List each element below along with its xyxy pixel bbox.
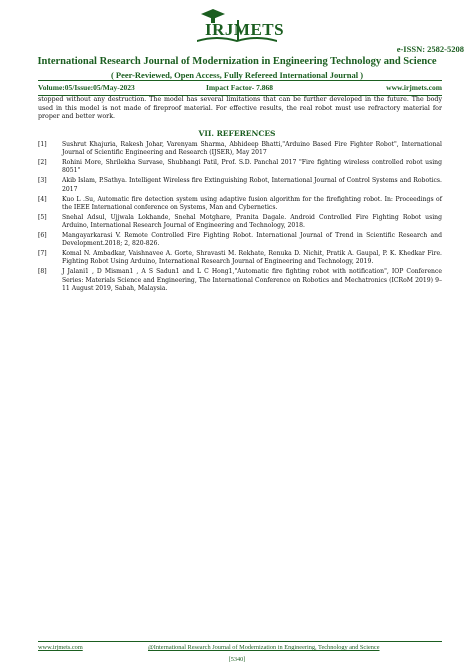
reference-text: Komal N. Ambadkar, Vaishnavee A. Gorte, Shravasti M. Rekhate, Renuka D. Nichit, Pratik A. Gaupal, P. K. Khedkar Fire. Fighting Robot Using Arduino, International Research Journal of Engineering and Technology, 2019. [62, 250, 442, 266]
reference-number: [1] [38, 141, 47, 148]
reference-text: Sushrut Khajuria, Rakesh Johar, Varenyam Sharma, Abhideep Bhatti,"Arduino Based Fire Fighter Robot", International Journal of Scientific Engineering and Research (IJSER), May 2017 [62, 141, 442, 157]
reference-number: [3] [38, 177, 47, 185]
issue-meta-bar [38, 80, 442, 96]
reference-item [38, 159, 442, 176]
reference-number: [2] [38, 159, 47, 167]
references-heading: VII. REFERENCES [198, 129, 276, 138]
journal-logo [187, 6, 287, 46]
reference-text: Snehal Adsul, Ujjwala Lokhande, Snehal Motghare, Pranita Dagale. Android Controlled Fire Fighting Robot using Arduino, International Research Journal of Engineering and Technology, 2018. [62, 213, 442, 230]
journal-title: International Research Journal of Modernization in Engineering Technology and Science [37, 56, 437, 67]
eissn-label: e-ISSN: 2582-5208 [396, 44, 464, 54]
reference-text: Akib Islam, P.Sathya. Intelligent Wireless fire Extinguishing Robot, International Journal of Control Systems and Robotics. 2017 [62, 177, 442, 193]
footer-copyright: @International Research Journal of Modernization in Engineering, Technology and Science [148, 644, 380, 651]
reference-text: Rohini More, Shrilekha Survase, Shubhangi Patil, Prof. S.D. Panchal 2017 "Fire fighting wireless controlled robot using 8051" [62, 159, 442, 175]
logo-text: IRJMETS [205, 20, 285, 39]
reference-list [38, 141, 442, 295]
reference-item [38, 141, 442, 158]
footer-website-link[interactable]: www.irjmets.com [38, 644, 83, 651]
reference-item [38, 250, 442, 267]
reference-item [38, 214, 442, 231]
reference-number: [6] [38, 231, 47, 239]
reference-item [38, 268, 442, 293]
reference-text: Kuo L .Su, Automatic fire detection system using adaptive fusion algorithm for the firefighting robot. In: Proceedings of the IEEE International conference on Systems, Man and Cybernetics. [62, 195, 442, 211]
reference-number: [8] [38, 268, 47, 276]
reference-item [38, 196, 442, 213]
page-number: [5340] [228, 656, 246, 663]
reference-text: Mangayarkarasi V. Remote Controlled Fire Fighting Robot. International Journal of Trend in Scientific Research and Development.2018; 2, 820-826. [62, 231, 442, 248]
reference-item [38, 177, 442, 194]
reference-number: [4] [38, 195, 47, 203]
header-website-link[interactable]: www.irjmets.com [386, 83, 442, 92]
volume-info: Volume:05/Issue:05/May-2023 [38, 83, 135, 92]
reference-number: [7] [38, 250, 47, 258]
reference-text: J Jalani1 , D Misman1 , A S Sadun1 and L C Hong1,"Automatic fire fighting robot with notification", IOP Conference Series: Materials Science and Engineering, The International Conference on Robotics and Mechatronics (ICRoM 2019) 9–11 August 2019, Sabah, Malaysia. [62, 268, 442, 292]
page-footer [38, 641, 442, 652]
reference-number: [5] [38, 213, 47, 221]
impact-factor: Impact Factor- 7.868 [206, 83, 273, 92]
journal-subtitle: ( Peer-Reviewed, Open Access, Fully Refereed International Journal ) [110, 70, 364, 80]
body-paragraph: stopped without any destruction. The model has several limitations that can be further developed in the future. The body used in this model is not made of fireproof material. For effective results, the real robot must use refractory material for proper and better work. [38, 96, 442, 121]
reference-item [38, 232, 442, 249]
